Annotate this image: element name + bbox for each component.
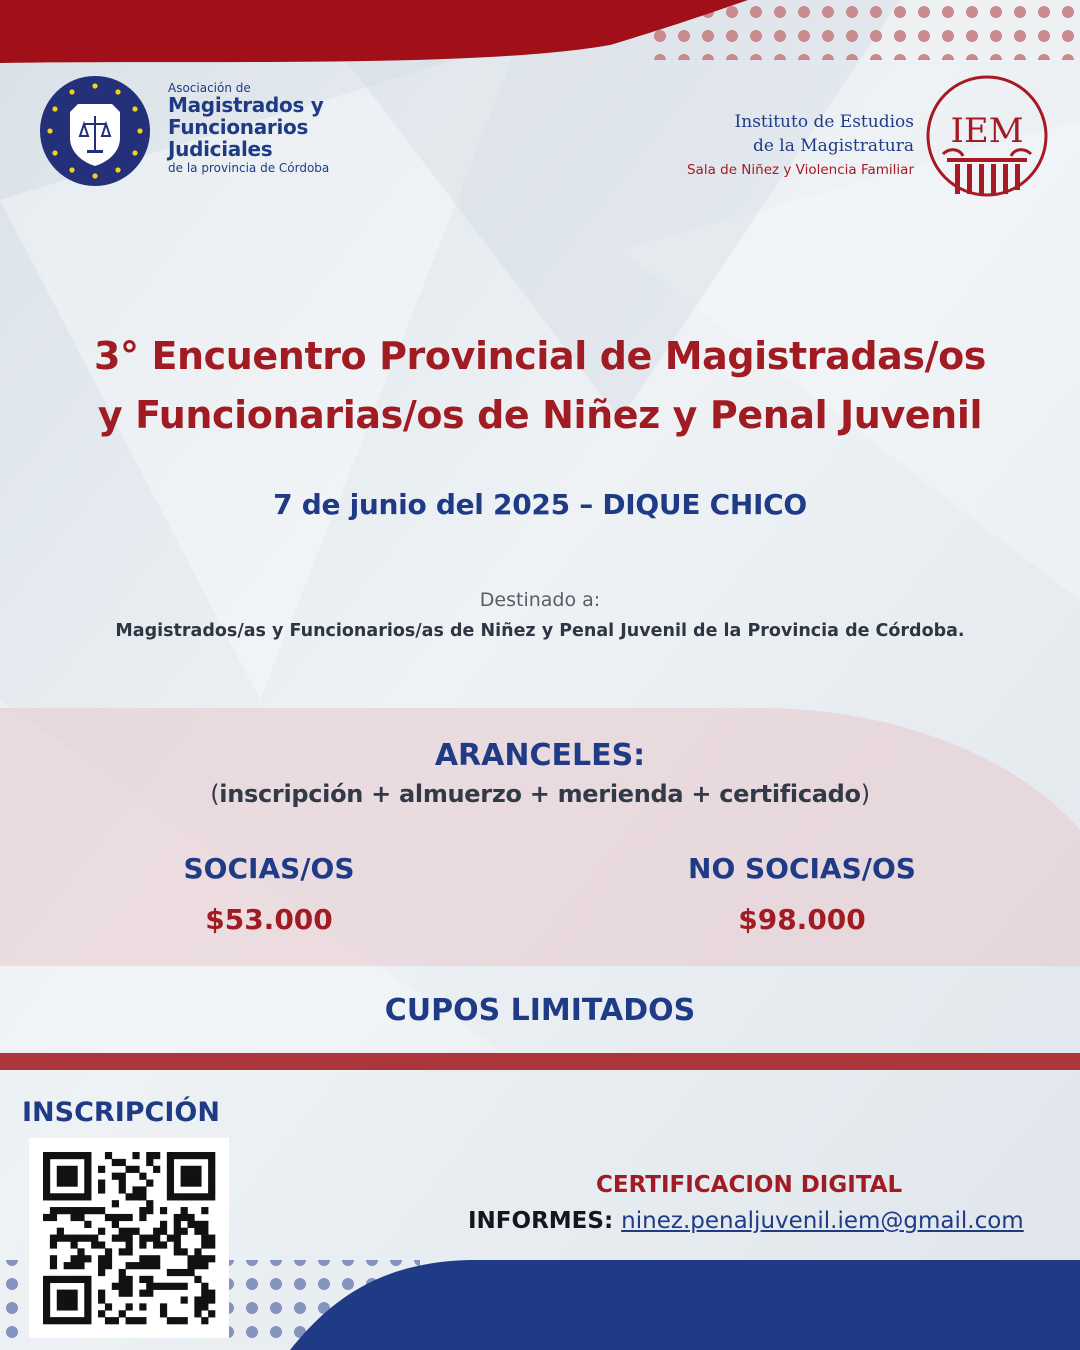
fees-includes: (inscripción + almuerzo + merienda + certificado) (210, 780, 870, 808)
association-seal-logo (40, 76, 150, 186)
iem-column-logo (925, 74, 1049, 198)
association-line3: Funcionarios (168, 115, 309, 139)
non-members-label: NO SOCIAS/OS (688, 852, 916, 885)
fees-includes-text: inscripción + almuerzo + merienda + certificado (219, 780, 861, 808)
association-line1: Asociación de (168, 81, 251, 95)
certification-note: CERTIFICACION DIGITAL (596, 1172, 903, 1198)
event-date-place: 7 de junio del 2025 – DIQUE CHICO (273, 488, 807, 521)
registration-qr-code[interactable] (29, 1138, 229, 1338)
association-line4: Judiciales (168, 137, 273, 161)
members-price: $53.000 (205, 903, 333, 936)
association-line2: Magistrados y (168, 93, 324, 117)
event-title-line2: y Funcionarias/os de Niñez y Penal Juvenil (97, 393, 983, 437)
limited-spots: CUPOS LIMITADOS (384, 993, 696, 1028)
iem-line3: Sala de Niñez y Violencia Familiar (686, 162, 914, 178)
event-title (0, 327, 1080, 445)
iem-line1: Instituto de Estudios (734, 112, 914, 132)
audience-text: Magistrados/as y Funcionarios/as de Niñez y Penal Juvenil de la Provincia de Córdoba. (115, 621, 965, 641)
association-name (168, 82, 329, 174)
non-members-price: $98.000 (738, 903, 866, 936)
iem-line2: de la Magistratura (752, 136, 914, 156)
iem-monogram: IEM (950, 111, 1024, 151)
audience-label: Destinado a: (479, 589, 601, 611)
association-line5: de la provincia de Córdoba (168, 161, 330, 175)
contact-label: INFORMES: (468, 1208, 614, 1234)
event-title-line1: 3° Encuentro Provincial de Magistradas/os (93, 334, 987, 378)
members-label: SOCIAS/OS (183, 852, 355, 885)
registration-label: INSCRIPCIÓN (22, 1097, 220, 1128)
qr-code-graphic (29, 1138, 229, 1338)
fees-title: ARANCELES: (434, 738, 646, 773)
iem-name (687, 110, 914, 178)
contact-line (468, 1208, 1024, 1234)
contact-email-link[interactable]: ninez.penaljuvenil.iem@gmail.com (621, 1208, 1024, 1234)
